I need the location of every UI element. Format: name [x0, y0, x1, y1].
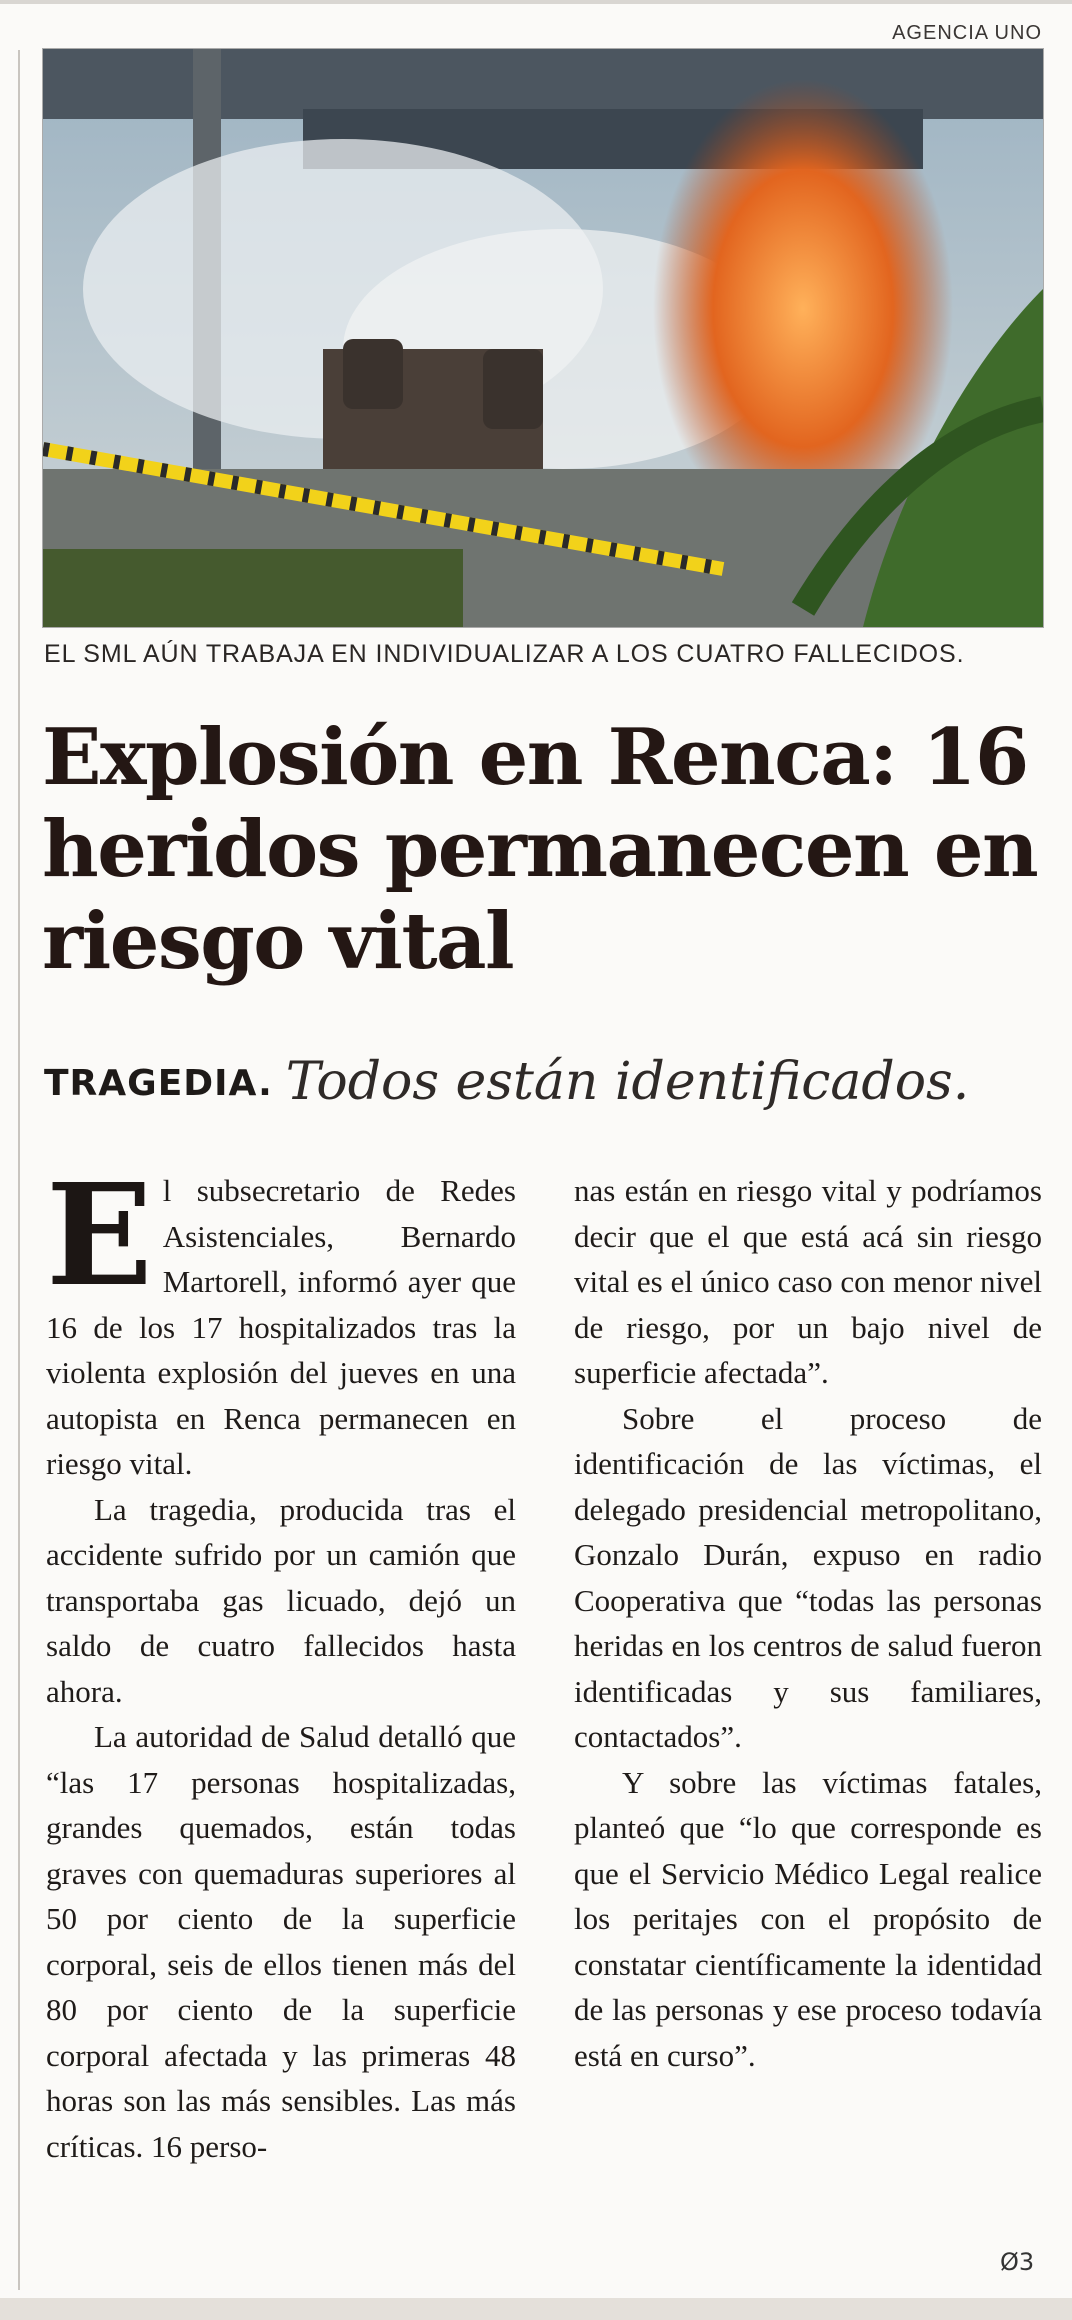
paragraph: La tragedia, producida tras el accidente sufrido por un camión que transportaba gas licuado, dejó un saldo de cuatro fallecidos hasta ahora. [46, 1491, 516, 1709]
paragraph: La autoridad de Salud detalló que “las 17 personas hospitalizadas, grandes quemados, están todas graves con quemaduras superiores al 50 por ciento de la superficie corporal, seis de ellos tienen más del 80 por ciento de la superficie corporal afectada y las primeras 48 horas son las más sensibles. Las más críticas. 16 perso- [46, 1719, 516, 2164]
top-rule [0, 0, 1072, 4]
end-of-article-mark: Ø3 [1000, 2248, 1035, 2276]
photo-credit: AGENCIA UNO [892, 22, 1042, 44]
body-column-right [574, 1168, 1042, 2078]
bottom-band [0, 2298, 1072, 2320]
headline: Explosión en Renca: 16 heridos permanecen en riesgo vital [42, 712, 1038, 987]
paragraph: nas están en riesgo vital y podríamos decir que el que está acá sin riesgo vital es el único caso con menor nivel de riesgo, por un bajo nivel de superficie afectada”. [574, 1173, 1042, 1390]
paragraph [46, 1154, 516, 1487]
paragraph-text: l subsecretario de Redes Asistenciales, Bernardo Martorell, informó ayer que 16 de los 17 hospitalizados tras la violenta explosión del jueves en una autopista en Renca permanecen en riesgo vital. [46, 1173, 516, 1481]
subheadline: Todos están identificados. [285, 1052, 970, 1112]
column-rule [18, 50, 20, 2290]
paragraph: Y sobre las víctimas fatales, planteó que “lo que corresponde es que el Servicio Médico Legal realice los peritajes con el propósito de constatar científicamente la identidad de las personas y ese proceso todavía está en curso”. [574, 1764, 1042, 2073]
news-photo [42, 48, 1044, 628]
kicker: TRAGEDIA. [44, 1063, 273, 1104]
paragraph: Sobre el proceso de identificación de las víctimas, el delegado presidencial metropolitano, Gonzalo Durán, expuso en radio Cooperativa que “todas las personas heridas en los centros de salud fueron identificadas y sus familiares, contactados”. [574, 1400, 1042, 1754]
deck [44, 1050, 1054, 1116]
photo-caption: EL SML AÚN TRABAJA EN INDIVIDUALIZAR A LOS CUATRO FALLECIDOS. [44, 640, 965, 668]
body-column-left [46, 1154, 516, 2169]
drop-cap: E [46, 1154, 153, 1318]
